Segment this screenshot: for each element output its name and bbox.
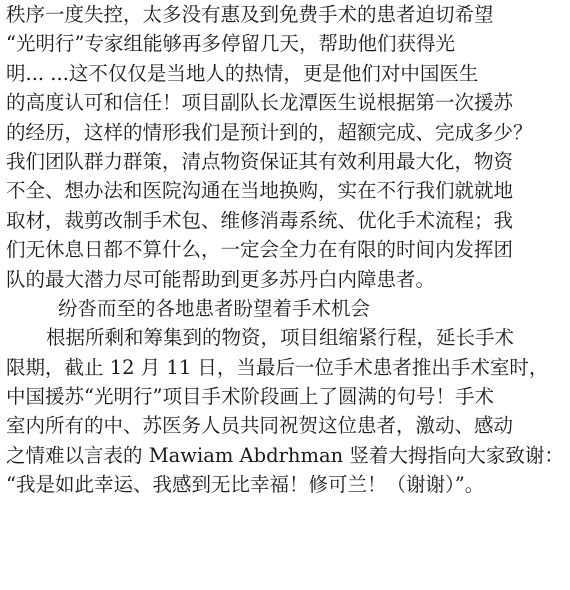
text-line: “我是如此幸运、我感到无比幸福！修可兰！（谢谢）”。 bbox=[6, 473, 485, 497]
text-line: “光明行”专家组能够再多停留几天，帮助他们获得光 bbox=[6, 32, 455, 56]
text-line: 中国援苏“光明行”项目手术阶段画上了圆满的句号！手术 bbox=[6, 385, 494, 409]
document-body bbox=[6, 0, 568, 500]
text-line: 的高度认可和信任！项目副队长龙潭医生说根据第一次援苏 bbox=[6, 91, 514, 115]
text-line: 我们团队群力群策，清点物资保证其有效利用最大化，物资 bbox=[6, 149, 514, 173]
text-line: 秩序一度失控，太多没有惠及到免费手术的患者迫切希望 bbox=[6, 3, 494, 26]
text-line: 根据所剩和筹集到的物资，项目组缩紧行程，延长手术 bbox=[46, 326, 515, 350]
text-line: 明... ...这不仅仅是当地人的热情，更是他们对中国医生 bbox=[6, 61, 479, 85]
text-line: 们无休息日都不算什么，一定会全力在有限的时间内发挥团 bbox=[6, 238, 514, 262]
paragraph-2 bbox=[6, 323, 568, 499]
text-line: 取材，裁剪改制手术包、维修消毒系统、优化手术流程；我 bbox=[6, 208, 514, 232]
text-line: 限期，截止 12 月 11 日，当最后一位手术患者推出手术室时， bbox=[6, 355, 549, 379]
text-line: 队的最大潜力尽可能帮助到更多苏丹白内障患者。 bbox=[6, 267, 436, 291]
section-heading: 纷沓而至的各地患者盼望着手术机会 bbox=[58, 296, 371, 320]
text-line: 不全、想办法和医院沟通在当地换购，实在不行我们就就地 bbox=[6, 179, 514, 203]
paragraph-1 bbox=[6, 0, 568, 294]
text-line: 之情难以言表的 Mawiam Abdrhman 竖着大拇指向大家致谢： bbox=[6, 443, 564, 467]
text-line: 的经历，这样的情形我们是预计到的，超额完成、完成多少？ bbox=[6, 120, 533, 144]
text-line: 室内所有的中、苏医务人员共同祝贺这位患者，激动、感动 bbox=[6, 414, 514, 438]
